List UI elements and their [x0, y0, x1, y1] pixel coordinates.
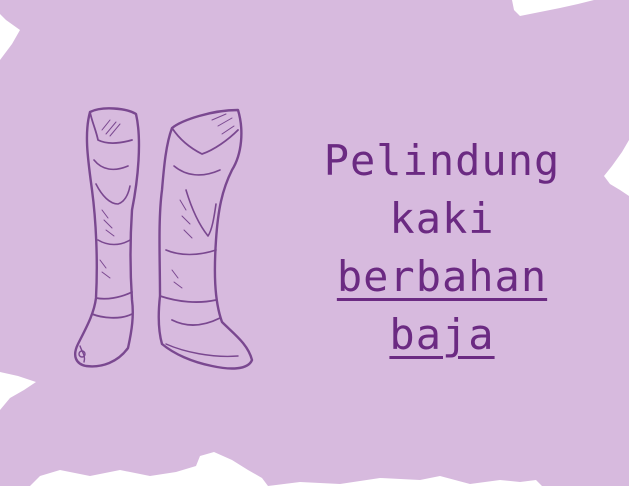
- caption-line-1: Pelindung: [323, 136, 561, 185]
- caption-line-3: berbahan: [336, 252, 548, 301]
- steel-boots-sketch-icon: [62, 100, 267, 390]
- caption-line-2: kaki: [389, 194, 495, 243]
- caption-line-4: baja: [389, 310, 495, 359]
- item-caption: [300, 132, 584, 364]
